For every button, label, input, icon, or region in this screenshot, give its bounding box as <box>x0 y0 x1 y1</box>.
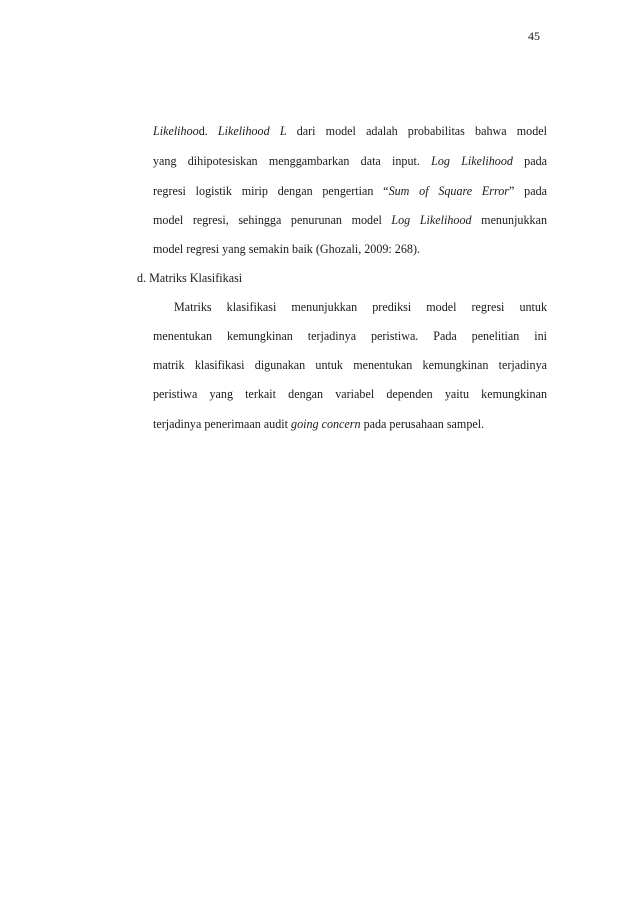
text-run: regresi logistik mirip dengan pengertian “ <box>153 184 389 198</box>
paragraph-2-line-3: matrik klasifikasi digunakan untuk menentukan kemungkinan terjadinya <box>153 358 547 372</box>
italic-term: Log Likelihood <box>391 213 472 227</box>
text-run: pada perusahaan sampel. <box>360 417 485 431</box>
paragraph-1-line-4 <box>153 212 547 228</box>
text-run: ” pada <box>509 184 547 198</box>
paragraph-1-line-2 <box>153 153 547 169</box>
paragraph-2-line-4: peristiwa yang terkait dengan variabel dependen yaitu kemungkinan <box>153 387 547 401</box>
paragraph-2-line-2: menentukan kemungkinan terjadinya peristiwa. Pada penelitian ini <box>153 329 547 343</box>
text-run: pada <box>512 154 547 168</box>
paragraph-1-line-5: model regresi yang semakin baik (Ghozali, 2009: 268). <box>153 242 421 256</box>
italic-term: Log Likelihood <box>431 154 513 168</box>
italic-term: Sum of Square Error <box>388 184 510 198</box>
italic-term: Likelihood L <box>217 124 287 138</box>
text-run: terjadinya penerimaan audit <box>153 417 292 431</box>
paragraph-1-line-1 <box>153 123 547 139</box>
text-run: menunjukkan <box>471 213 547 227</box>
paragraph-2-line-5 <box>153 416 547 432</box>
page-number: 45 <box>528 29 540 43</box>
italic-term: going concern <box>291 417 361 431</box>
italic-term: Likelihoo <box>153 124 199 138</box>
paragraph-2-line-1: Matriks klasifikasi menunjukkan prediksi model regresi untuk <box>174 300 547 314</box>
text-run: yang dihipotesiskan menggambarkan data input. <box>153 154 432 168</box>
text-run: model regresi, sehingga penurunan model <box>153 213 392 227</box>
text-run: d. <box>198 124 218 138</box>
section-heading: d. Matriks Klasifikasi <box>137 271 243 285</box>
text-run: dari model adalah probabilitas bahwa model <box>286 124 547 138</box>
paragraph-1-line-3 <box>153 183 547 199</box>
